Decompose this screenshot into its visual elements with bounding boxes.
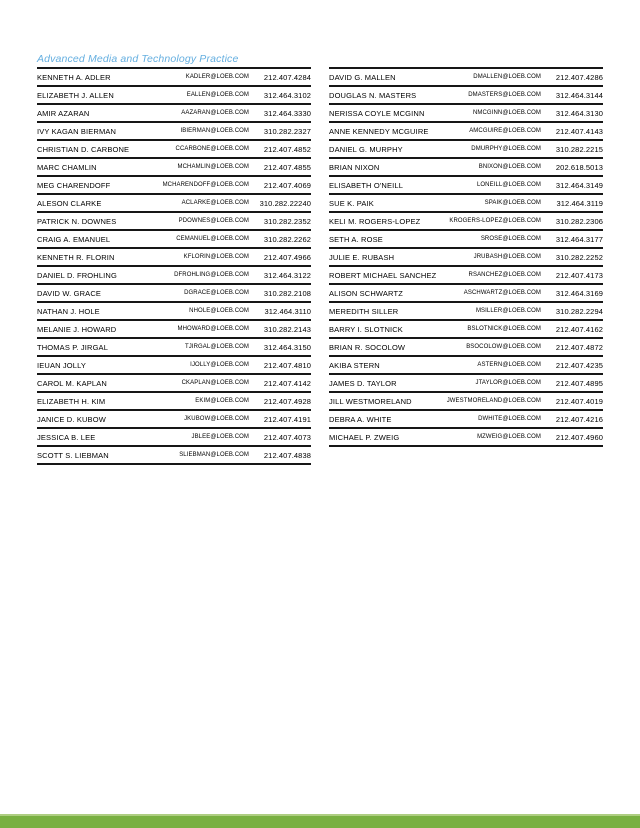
attorney-name: ELIZABETH J. ALLEN	[37, 90, 114, 100]
attorney-phone: 312.464.3330	[263, 108, 311, 118]
attorney-name: SCOTT S. LIEBMAN	[37, 450, 109, 460]
attorney-name: ANNE KENNEDY MCGUIRE	[329, 126, 429, 136]
attorney-name: ELIZABETH H. KIM	[37, 396, 106, 406]
directory-column-right	[329, 67, 603, 447]
attorney-name: DEBRA A. WHITE	[329, 414, 392, 424]
attorney-name: SUE K. PAIK	[329, 198, 374, 208]
attorney-email: TJIRGAL@LOEB.COM	[184, 344, 249, 350]
attorney-phone: 310.282.2143	[263, 324, 311, 334]
attorney-name: CAROL M. KAPLAN	[37, 378, 107, 388]
attorney-email: DMALLEN@LOEB.COM	[473, 74, 541, 80]
attorney-email: ACLARKE@LOEB.COM	[181, 200, 249, 206]
directory-row	[37, 69, 311, 87]
attorney-phone: 212.407.4191	[263, 414, 311, 424]
attorney-email: SLIEBMAN@LOEB.COM	[179, 452, 249, 458]
attorney-name: KENNETH R. FLORIN	[37, 252, 115, 262]
attorney-phone: 212.407.4162	[555, 324, 603, 334]
attorney-phone: 212.407.4142	[263, 378, 311, 388]
directory-row	[37, 141, 311, 159]
attorney-name: BRIAN NIXON	[329, 162, 380, 172]
directory-row	[37, 429, 311, 447]
attorney-phone: 310.282.2306	[555, 216, 603, 226]
attorney-email: CEMANUEL@LOEB.COM	[176, 236, 249, 242]
attorney-email: MSILLER@LOEB.COM	[475, 308, 541, 314]
attorney-email: MCHARENDOFF@LOEB.COM	[162, 182, 249, 188]
attorney-phone: 312.464.3177	[555, 234, 603, 244]
attorney-name: IVY KAGAN BIERMAN	[37, 126, 117, 136]
directory-row	[37, 177, 311, 195]
directory-row	[329, 429, 603, 447]
directory-row	[37, 375, 311, 393]
attorney-phone: 212.407.4855	[263, 162, 311, 172]
directory-row	[329, 303, 603, 321]
attorney-phone: 310.282.2352	[263, 216, 311, 226]
attorney-name: CRAIG A. EMANUEL	[37, 234, 111, 244]
directory-row	[37, 105, 311, 123]
attorney-phone: 212.407.4966	[263, 252, 311, 262]
attorney-email: KFLORIN@LOEB.COM	[183, 254, 249, 260]
directory-row	[37, 249, 311, 267]
attorney-phone: 312.464.3144	[555, 90, 603, 100]
attorney-email: BSOCOLOW@LOEB.COM	[466, 344, 541, 350]
attorney-phone: 310.282.2262	[263, 234, 311, 244]
attorney-name: DAVID W. GRACE	[37, 288, 102, 298]
attorney-name: MELANIE J. HOWARD	[37, 324, 117, 334]
directory-row	[37, 303, 311, 321]
attorney-name: JESSICA B. LEE	[37, 432, 96, 442]
attorney-name: BARRY I. SLOTNICK	[329, 324, 403, 334]
attorney-email: LONEILL@LOEB.COM	[476, 182, 541, 188]
attorney-name: ALISON SCHWARTZ	[329, 288, 403, 298]
attorney-name: JILL WESTMORELAND	[329, 396, 412, 406]
directory-row	[329, 105, 603, 123]
directory-row	[37, 357, 311, 375]
attorney-email: MHOWARD@LOEB.COM	[177, 326, 249, 332]
attorney-email: MZWEIG@LOEB.COM	[477, 434, 541, 440]
directory-row	[329, 87, 603, 105]
attorney-phone: 212.407.4838	[263, 450, 311, 460]
attorney-name: KENNETH A. ADLER	[37, 72, 111, 82]
attorney-email: JKUBOW@LOEB.COM	[184, 416, 249, 422]
attorney-name: ELISABETH O'NEILL	[329, 180, 404, 190]
attorney-email: IBIERMAN@LOEB.COM	[180, 128, 249, 134]
attorney-name: SETH A. ROSE	[329, 234, 383, 244]
directory-row	[329, 267, 603, 285]
directory-row	[329, 375, 603, 393]
directory-row	[329, 357, 603, 375]
attorney-email: CCARBONE@LOEB.COM	[175, 146, 249, 152]
attorney-name: KELI M. ROGERS-LOPEZ	[329, 216, 421, 226]
attorney-name: IEUAN JOLLY	[37, 360, 87, 370]
attorney-email: DGRACE@LOEB.COM	[184, 290, 249, 296]
attorney-name: MEREDITH SILLER	[329, 306, 399, 316]
attorney-name: DAVID G. MALLEN	[329, 72, 396, 82]
attorney-phone: 202.618.5013	[555, 162, 603, 172]
directory-row	[37, 231, 311, 249]
attorney-phone: 212.407.4143	[555, 126, 603, 136]
directory-row	[329, 411, 603, 429]
attorney-phone: 312.464.3149	[555, 180, 603, 190]
attorney-phone: 310.282.2252	[555, 252, 603, 262]
attorney-name: DANIEL D. FROHLING	[37, 270, 117, 280]
directory-row	[37, 123, 311, 141]
attorney-phone: 312.464.3150	[263, 342, 311, 352]
attorney-phone: 310.282.2327	[263, 126, 311, 136]
attorney-email: KROGERS-LOPEZ@LOEB.COM	[449, 218, 541, 224]
attorney-email: RSANCHEZ@LOEB.COM	[468, 272, 541, 278]
attorney-email: EALLEN@LOEB.COM	[186, 92, 249, 98]
directory-row	[329, 141, 603, 159]
attorney-phone: 212.407.4235	[555, 360, 603, 370]
attorney-phone: 212.407.4960	[555, 432, 603, 442]
attorney-name: NERISSA COYLE MCGINN	[329, 108, 425, 118]
attorney-phone: 312.464.3130	[555, 108, 603, 118]
attorney-email: JBLEE@LOEB.COM	[191, 434, 249, 440]
attorney-email: JRUBASH@LOEB.COM	[473, 254, 541, 260]
attorney-name: JAMES D. TAYLOR	[329, 378, 397, 388]
attorney-phone: 212.407.4286	[555, 72, 603, 82]
attorney-email: ASTERN@LOEB.COM	[477, 362, 541, 368]
footer-accent-bar	[0, 814, 640, 828]
attorney-phone: 310.282.2108	[263, 288, 311, 298]
directory-row	[329, 123, 603, 141]
attorney-phone: 212.407.4069	[263, 180, 311, 190]
attorney-email: BSLOTNICK@LOEB.COM	[467, 326, 541, 332]
attorney-phone: 312.464.3122	[263, 270, 311, 280]
attorney-email: DMASTERS@LOEB.COM	[468, 92, 541, 98]
attorney-email: DFROHLING@LOEB.COM	[174, 272, 249, 278]
attorney-phone: 310.282.2294	[555, 306, 603, 316]
attorney-email: JWESTMORELAND@LOEB.COM	[446, 398, 541, 404]
directory-row	[37, 393, 311, 411]
attorney-phone: 212.407.4073	[263, 432, 311, 442]
directory-row	[329, 177, 603, 195]
attorney-email: PDOWNES@LOEB.COM	[178, 218, 249, 224]
directory-row	[37, 159, 311, 177]
attorney-phone: 212.407.4895	[555, 378, 603, 388]
attorney-phone: 212.407.4852	[263, 144, 311, 154]
attorney-phone: 212.407.4810	[263, 360, 311, 370]
attorney-email: NMCGINN@LOEB.COM	[472, 110, 541, 116]
attorney-phone: 212.407.4928	[263, 396, 311, 406]
attorney-phone: 212.407.4173	[555, 270, 603, 280]
directory-row	[329, 393, 603, 411]
attorney-name: AMIR AZARAN	[37, 108, 90, 118]
attorney-phone: 312.464.3110	[264, 306, 311, 316]
attorney-name: CHRISTIAN D. CARBONE	[37, 144, 130, 154]
directory-row	[37, 321, 311, 339]
attorney-phone: 212.407.4216	[555, 414, 603, 424]
attorney-name: ROBERT MICHAEL SANCHEZ	[329, 270, 437, 280]
page-title: Advanced Media and Technology Practice	[37, 53, 239, 65]
attorney-email: AMCGUIRE@LOEB.COM	[469, 128, 541, 134]
directory-row	[329, 249, 603, 267]
attorney-email: MCHAMLIN@LOEB.COM	[177, 164, 249, 170]
directory-row	[329, 231, 603, 249]
attorney-name: MARC CHAMLIN	[37, 162, 97, 172]
attorney-phone: 212.407.4284	[263, 72, 311, 82]
attorney-phone: 312.464.3119	[556, 198, 603, 208]
attorney-email: JTAYLOR@LOEB.COM	[475, 380, 541, 386]
attorney-name: MICHAEL P. ZWEIG	[329, 432, 400, 442]
directory-row	[329, 69, 603, 87]
attorney-name: DANIEL G. MURPHY	[329, 144, 403, 154]
attorney-phone: 312.464.3102	[263, 90, 311, 100]
attorney-name: NATHAN J. HOLE	[37, 306, 100, 316]
directory-row	[37, 411, 311, 429]
attorney-email: NHOLE@LOEB.COM	[189, 308, 249, 314]
attorney-email: DWHITE@LOEB.COM	[478, 416, 541, 422]
attorney-phone: 312.464.3169	[555, 288, 603, 298]
attorney-phone: 310.282.22240	[259, 198, 311, 208]
directory-row	[37, 195, 311, 213]
directory-row	[37, 447, 311, 465]
attorney-email: AAZARAN@LOEB.COM	[181, 110, 249, 116]
directory-row	[37, 339, 311, 357]
directory-row	[37, 267, 311, 285]
directory-row	[329, 339, 603, 357]
directory-row	[37, 213, 311, 231]
attorney-directory	[37, 67, 603, 465]
directory-row	[37, 87, 311, 105]
attorney-email: EKIM@LOEB.COM	[195, 398, 249, 404]
attorney-name: THOMAS P. JIRGAL	[37, 342, 109, 352]
attorney-email: KADLER@LOEB.COM	[185, 74, 249, 80]
directory-row	[329, 321, 603, 339]
attorney-email: IJOLLY@LOEB.COM	[190, 362, 249, 368]
attorney-name: MEG CHARENDOFF	[37, 180, 111, 190]
attorney-name: AKIBA STERN	[329, 360, 380, 370]
attorney-name: BRIAN R. SOCOLOW	[329, 342, 406, 352]
directory-row	[329, 213, 603, 231]
attorney-email: DMURPHY@LOEB.COM	[471, 146, 541, 152]
directory-row	[329, 285, 603, 303]
attorney-email: CKAPLAN@LOEB.COM	[181, 380, 249, 386]
attorney-email: SROSE@LOEB.COM	[480, 236, 541, 242]
attorney-name: JULIE E. RUBASH	[329, 252, 395, 262]
attorney-name: ALESON CLARKE	[37, 198, 102, 208]
directory-row	[329, 159, 603, 177]
attorney-email: ASCHWARTZ@LOEB.COM	[463, 290, 541, 296]
attorney-phone: 212.407.4019	[555, 396, 603, 406]
directory-column-left	[37, 67, 311, 465]
attorney-name: PATRICK N. DOWNES	[37, 216, 117, 226]
attorney-email: SPAIK@LOEB.COM	[484, 200, 541, 206]
document-page	[37, 53, 603, 465]
attorney-email: BNIXON@LOEB.COM	[478, 164, 541, 170]
attorney-phone: 212.407.4872	[555, 342, 603, 352]
attorney-name: DOUGLAS N. MASTERS	[329, 90, 417, 100]
attorney-name: JANICE D. KUBOW	[37, 414, 106, 424]
directory-row	[329, 195, 603, 213]
directory-row	[37, 285, 311, 303]
attorney-phone: 310.282.2215	[555, 144, 603, 154]
